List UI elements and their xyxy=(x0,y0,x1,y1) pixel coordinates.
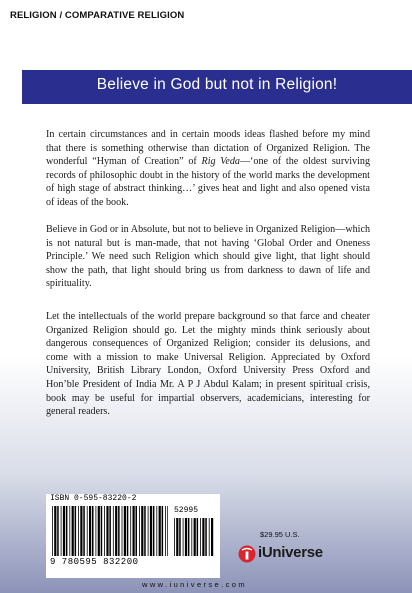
description-paragraph-1 xyxy=(46,128,370,210)
price-label: $29.95 U.S. xyxy=(260,530,300,539)
ean-number: 9 780595 832200 xyxy=(50,557,139,567)
book-title: Believe in God but not in Religion! xyxy=(96,76,338,93)
paragraph-1-text-b: —‘one of the oldest surviving records of philosophic doubt in the history of the world marks the development of high stage of abstract thinking…’ gives heat and light and also opened vista of ideas of the book. xyxy=(46,156,370,208)
isbn-label: ISBN 0-595-83220-2 xyxy=(50,494,137,503)
iuniverse-logo-icon xyxy=(238,545,256,563)
barcode-block xyxy=(46,494,220,578)
description-paragraph-2: Believe in God or in Absolute, but not to believe in Organized Religion—which is not natural but is man-made, that not having ‘Global Order and Oneness Principle.’ We need such Religion which should give light, that light should show the path, that light should bring us from darkness to dawn of life and spirituality. xyxy=(46,224,370,290)
category-label: RELIGION / COMPARATIVE RELIGION xyxy=(10,10,185,21)
publisher-logo xyxy=(238,543,348,565)
paragraph-1-text-a: In certain circumstances and in certain moods ideas flashed before my mind that there is something otherwise than dictation of Organized Religion. The wonderful “Hyman of Creation” of xyxy=(46,129,370,168)
addon-barcode-icon xyxy=(174,518,214,556)
description-paragraph-3: Let the intellectuals of the world prepare background so that farce and cheater Organized Religion should go. Let the mighty minds think seriously about dangerous consequences of Organized Religion; consider its delusions, and come with a mission to make Universal Religion. Appreciated by Oxford University, British Library London, Oxford University Press Oxford and Hon’ble President of India Mr. A P J Abdul Kalam; in present spiritual crisis, book may be useful for impartial observers, academicians, interesting for general readers. xyxy=(46,311,370,418)
publisher-name: iUniverse xyxy=(258,544,323,561)
publisher-website: www.iuniverse.com xyxy=(142,580,247,589)
ean-barcode-icon xyxy=(52,506,168,556)
title-band xyxy=(22,70,412,104)
paragraph-1-italic-title: Rig Veda xyxy=(201,156,240,168)
barcode-addon-number: 52995 xyxy=(174,506,199,515)
